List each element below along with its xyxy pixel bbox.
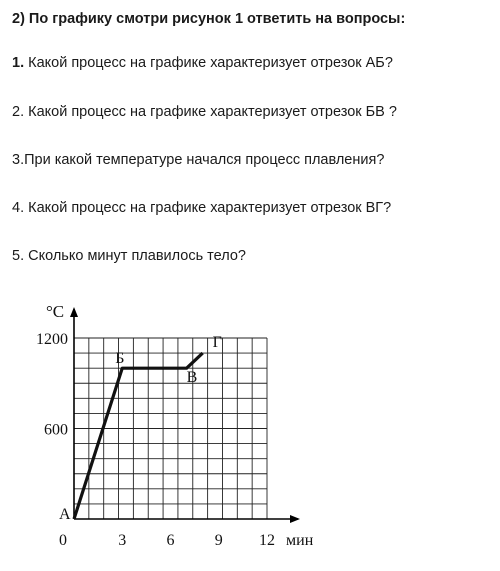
question-text: Сколько минут плавилось тело? xyxy=(24,248,246,264)
task-title: 2) По графику смотри рисунок 1 ответить на вопросы: xyxy=(12,11,406,27)
question-text: Какой процесс на графике характеризует отрезок АБ? xyxy=(24,55,393,71)
question-number: 5. xyxy=(12,248,25,264)
temperature-time-chart xyxy=(0,295,340,565)
x-tick-label: 9 xyxy=(214,532,223,549)
question-number: 4. xyxy=(12,200,25,216)
point-label: Г xyxy=(212,334,222,352)
question-number: 2. xyxy=(12,104,25,120)
y-tick-label: 600 xyxy=(44,421,68,439)
question-text: Какой процесс на графике характеризует отрезок БВ ? xyxy=(24,104,397,120)
y-tick-label: 1200 xyxy=(36,331,68,348)
question-2 xyxy=(12,103,397,121)
question-text: Какой процесс на графике характеризует отрезок ВГ? xyxy=(24,200,392,216)
point-label: В xyxy=(186,369,198,387)
question-text: При какой температуре начался процесс плавления? xyxy=(24,152,385,168)
x-tick-label: 0 xyxy=(59,532,67,549)
question-5 xyxy=(12,247,246,265)
chart-axes xyxy=(70,307,300,523)
point-label: А xyxy=(59,506,71,523)
series-line xyxy=(74,353,203,519)
point-label: Б xyxy=(115,350,125,368)
x-tick-label: 12 xyxy=(259,532,275,549)
y-axis-arrow xyxy=(70,307,78,317)
question-number: 3. xyxy=(12,152,25,168)
x-axis-label: мин xyxy=(286,532,314,549)
question-1 xyxy=(12,54,393,72)
y-axis-label: °C xyxy=(46,302,65,321)
x-tick-label: 6 xyxy=(166,532,175,549)
question-4 xyxy=(12,199,391,217)
question-3 xyxy=(12,151,384,169)
question-number: 1. xyxy=(12,55,25,71)
x-tick-label: 3 xyxy=(118,532,127,549)
chart-series xyxy=(74,353,203,519)
x-axis-arrow xyxy=(290,515,300,523)
